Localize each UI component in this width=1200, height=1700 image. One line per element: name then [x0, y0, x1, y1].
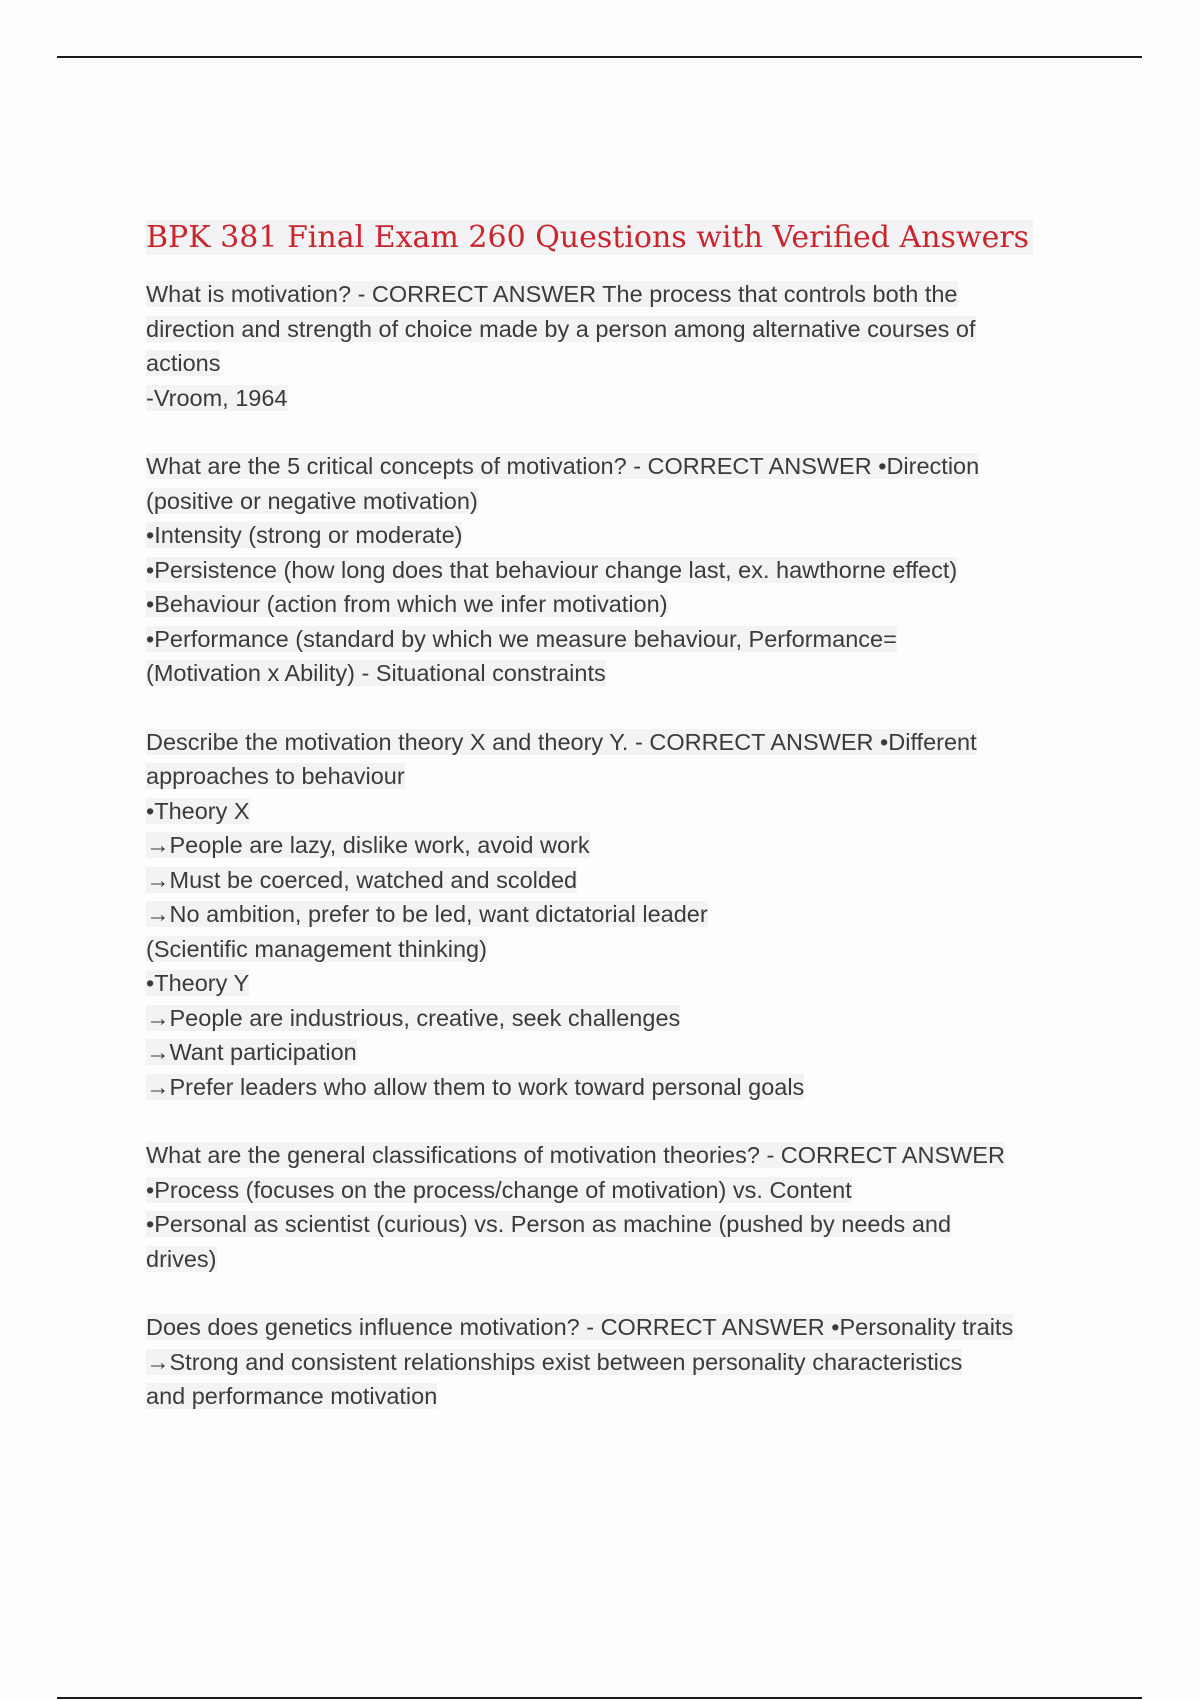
- qa-line: •Performance (standard by which we measure behaviour, Performance=: [146, 625, 897, 652]
- qa-line: approaches to behaviour: [146, 763, 405, 789]
- qa-line: •Persistence (how long does that behaviour change last, ex. hawthorne effect): [146, 556, 958, 583]
- qa-line: →Prefer leaders who allow them to work toward personal goals: [146, 1073, 805, 1100]
- qa-line: •Theory Y: [146, 970, 250, 996]
- qa-line: drives): [146, 1245, 217, 1272]
- qa-line: (positive or negative motivation): [146, 487, 478, 514]
- qa-line: What are the 5 critical concepts of motivation? - CORRECT ANSWER •Direction: [146, 453, 980, 479]
- qa-line: •Theory X: [146, 797, 250, 824]
- qa-item-4: [146, 1138, 1086, 1276]
- qa-line: →Strong and consistent relationships exist between personality characteristics: [146, 1348, 963, 1375]
- qa-item-2: [146, 449, 1086, 691]
- qa-item-3: [146, 725, 1086, 1105]
- qa-item-5: [146, 1310, 1086, 1414]
- qa-line: →People are industrious, creative, seek challenges: [146, 1004, 681, 1031]
- qa-line: Describe the motivation theory X and theory Y. - CORRECT ANSWER •Different: [146, 728, 977, 755]
- qa-line: •Personal as scientist (curious) vs. Person as machine (pushed by needs and: [146, 1211, 952, 1237]
- qa-line: actions: [146, 350, 221, 376]
- qa-line: and performance motivation: [146, 1383, 438, 1409]
- qa-line: -Vroom, 1964: [146, 384, 288, 411]
- document-body: [146, 210, 1086, 1448]
- qa-line: (Motivation x Ability) - Situational constraints: [146, 660, 606, 686]
- qa-line: •Behaviour (action from which we infer motivation): [146, 591, 668, 617]
- qa-line: What are the general classifications of motivation theories? - CORRECT ANSWER: [146, 1142, 1005, 1168]
- document-title: BPK 381 Final Exam 260 Questions with Verified Answers: [146, 210, 1086, 266]
- qa-line: →Want participation: [146, 1039, 357, 1065]
- page-bottom-rule: [57, 1697, 1142, 1699]
- qa-line: Does does genetics influence motivation? - CORRECT ANSWER •Personality traits: [146, 1314, 1014, 1340]
- page-top-rule: [57, 56, 1142, 58]
- qa-item-1: [146, 277, 1086, 415]
- qa-line: •Intensity (strong or moderate): [146, 522, 463, 548]
- qa-line: →People are lazy, dislike work, avoid work: [146, 832, 590, 858]
- qa-line: (Scientific management thinking): [146, 935, 487, 962]
- qa-line: →Must be coerced, watched and scolded: [146, 866, 578, 893]
- qa-line: What is motivation? - CORRECT ANSWER The process that controls both the: [146, 281, 958, 307]
- qa-line: •Process (focuses on the process/change of motivation) vs. Content: [146, 1176, 852, 1203]
- qa-line: direction and strength of choice made by a person among alternative courses of: [146, 315, 976, 342]
- qa-line: →No ambition, prefer to be led, want dictatorial leader: [146, 901, 708, 927]
